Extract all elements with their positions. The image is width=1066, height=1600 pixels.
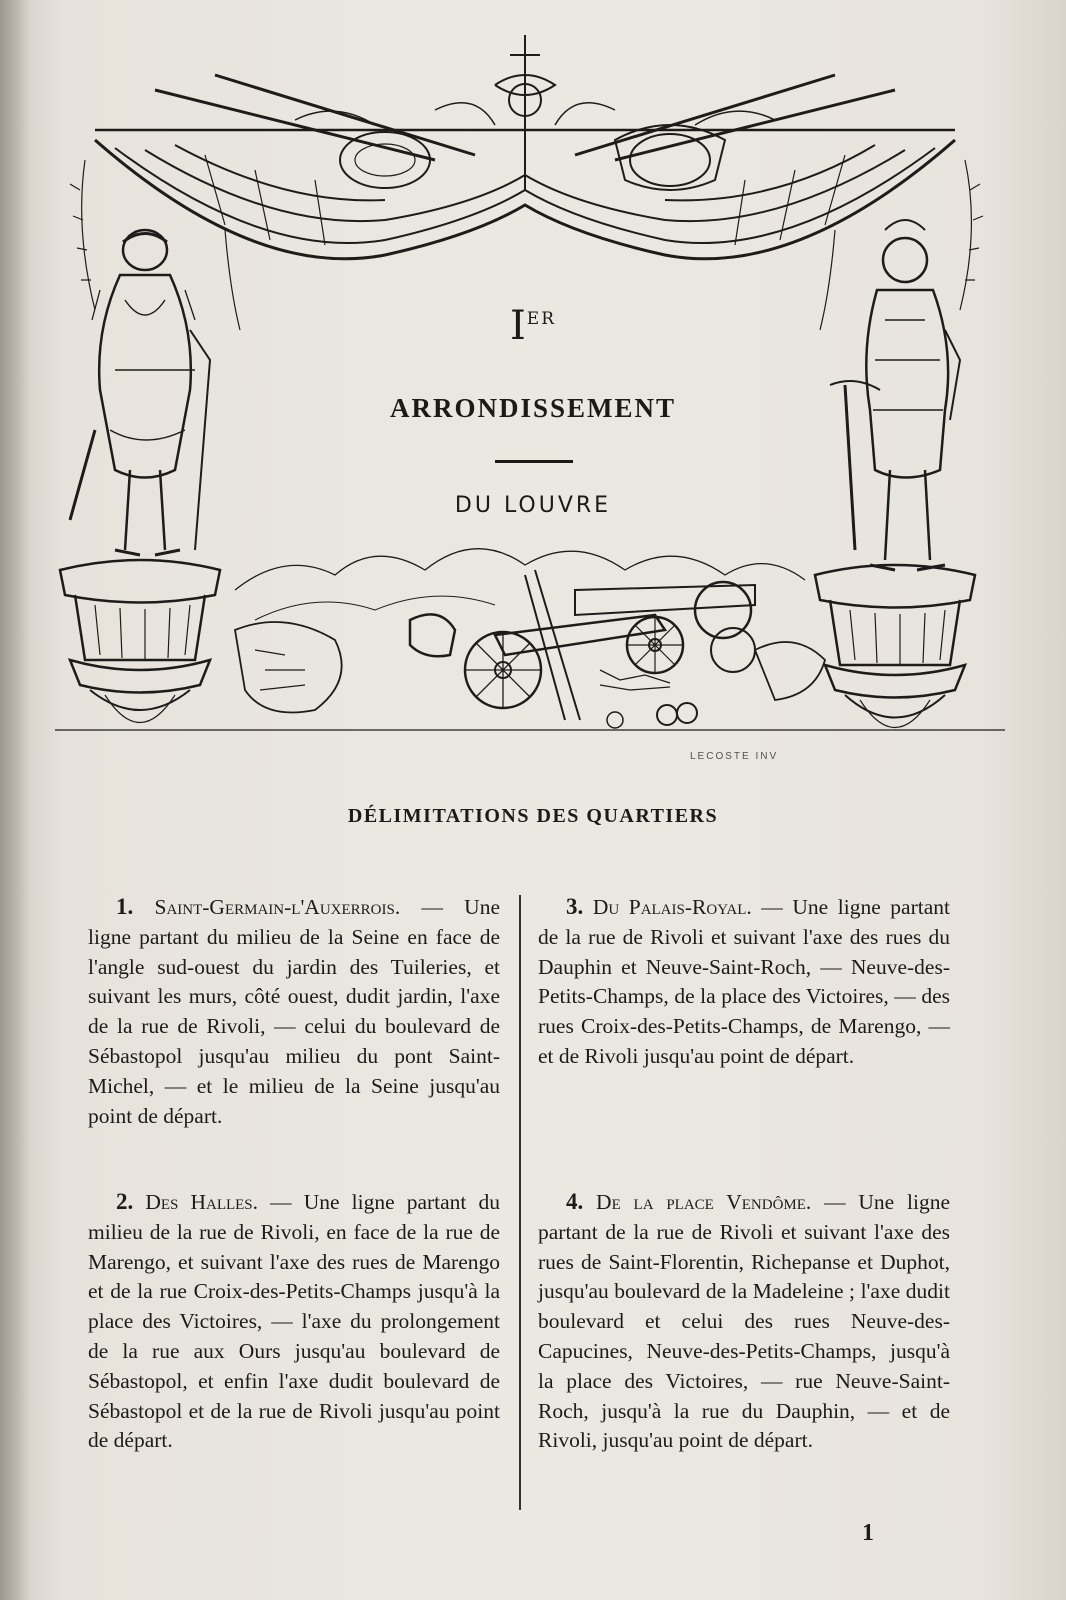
entry-body: Une ligne partant du milieu de la Seine en face de l'angle sud-ouest du jardin des Tuileries, et suivant les murs, côté ouest, dudit jardin, l'axe de la rue de Rivoli, — celui du boulevard de Sébastopol jusqu'au milieu du pont Saint-Michel, — et le milieu de la Seine jusqu'au point de départ. bbox=[88, 895, 500, 1128]
page-gutter-shadow bbox=[0, 0, 30, 1600]
arrondissement-number bbox=[0, 303, 1066, 349]
entry-number: 3. bbox=[566, 894, 584, 919]
entry-heading: Du Palais-Royal. — bbox=[592, 895, 783, 919]
entry-number: 2. bbox=[116, 1189, 134, 1214]
right-pedestal bbox=[815, 565, 975, 728]
quarter-entry-1 bbox=[88, 892, 500, 1131]
quarter-entry-3 bbox=[538, 892, 950, 1072]
page-subtitle: DU LOUVRE bbox=[454, 493, 612, 518]
entry-body: Une ligne partant de la rue de Rivoli et suivant l'axe des rues du Dauphin et Neuve-Saint-Roch, — Neuve-des-Petits-Champs, de la place des Victoires, — des rues Croix-des-Petits-Champs, de Marengo, — et de Rivoli jusqu'au point de départ. bbox=[538, 895, 950, 1068]
title-divider bbox=[495, 460, 573, 463]
page-number: 1 bbox=[862, 1520, 874, 1546]
entry-heading: Des Halles. — bbox=[145, 1190, 292, 1214]
quarter-entry-4 bbox=[538, 1187, 950, 1456]
entry-heading: De la place Vendôme. — bbox=[596, 1190, 846, 1214]
left-pedestal bbox=[60, 560, 220, 723]
number-numeral: I bbox=[509, 303, 527, 349]
trophy-of-arms bbox=[95, 35, 955, 190]
column-divider bbox=[519, 895, 521, 1510]
entry-heading: Saint-Germain-l'Auxerrois. — bbox=[154, 895, 443, 919]
entry-number: 4. bbox=[566, 1189, 584, 1214]
number-suffix: ER bbox=[526, 309, 557, 329]
entry-body: Une ligne partant du milieu de la rue de Rivoli, en face de la rue de Marengo, et suivant l'axe des rues de Marengo et de la rue Croix-des-Petits-Champs jusqu'à la place des Victoires, — l'axe du prolongement de la rue aux Ours jusqu'au boulevard de Sébastopol, et enfin l'axe dudit boulevard de Sébastopol et de la rue de Rivoli jusqu'au point de départ. bbox=[88, 1190, 500, 1453]
page-title: ARRONDISSEMENT bbox=[389, 393, 677, 423]
engraver-credit: LECOSTE INV bbox=[690, 751, 779, 762]
quarter-entry-2 bbox=[88, 1187, 500, 1456]
section-heading: DÉLIMITATIONS DES QUARTIERS bbox=[347, 805, 719, 827]
entry-body: Une ligne partant de la rue de Rivoli et suivant l'axe des rues de Saint-Florentin, Richepanse et Duphot, jusqu'au boulevard de la Madeleine ; l'axe dudit boulevard et celui des rues Neuve-des-Capucines, Neuve-des-Petits-Champs, jusqu'à la place des Victoires, — rue Neuve-Saint-Roch, jusqu'à la rue du Dauphin, — et de Rivoli, jusqu'au point de départ. bbox=[538, 1190, 950, 1453]
entry-number: 1. bbox=[116, 894, 134, 919]
